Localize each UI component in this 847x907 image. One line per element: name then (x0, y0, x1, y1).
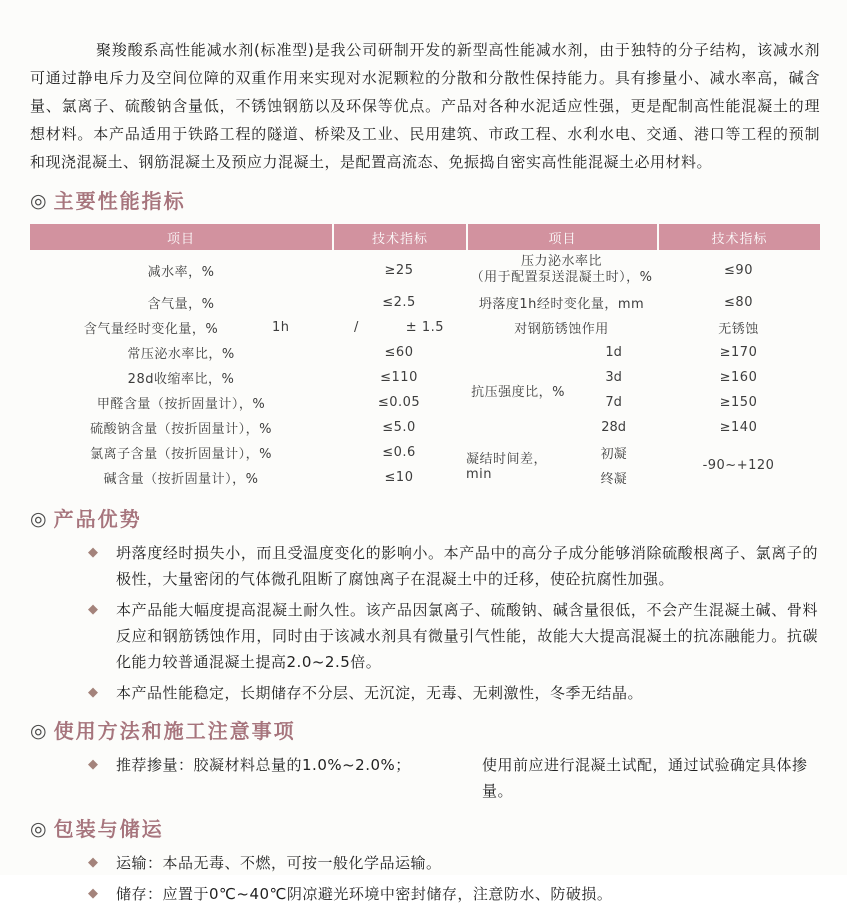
setting-time-value: -90~+120 (702, 457, 775, 473)
performance-title: 主要性能指标 (53, 189, 186, 213)
section-marker-icon: ◎ (30, 189, 47, 212)
list-item (30, 540, 820, 592)
table-row-label-with-sub (30, 315, 332, 340)
section-title-advantages (30, 506, 820, 532)
table-row-label: 28d收缩率比，% (127, 372, 235, 387)
setting-time-label: 凝结时间差，min (466, 452, 548, 482)
strength-age: 1d (605, 345, 622, 360)
table-row-value: ≤60 (384, 345, 414, 360)
table-row-label: 含气量，% (147, 297, 215, 312)
section-marker-icon: ◎ (30, 817, 47, 840)
intro-paragraph: 聚羧酸系高性能减水剂(标准型)是我公司研制开发的新型高性能减水剂，由于独特的分子结构，该减水剂可通过静电斥力及空间位障的双重作用来实现对水泥颗粒的分散和分散性保持能力。具有掺量小、减水率高，碱含量、氯离子、硫酸钠含量低，不锈蚀钢筋以及环保等优点。产品对各种水泥适应性强，更是配制高性能混凝土的理想材料。本产品适用于铁路工程的隧道、桥梁及工业、民用建筑、市政工程、水利水电、交通、港口等工程的预制和现浇混凝土、钢筋混凝土及预应力混凝土，是配置高流态、免振捣自密实高性能混凝土必用材料。 (30, 41, 820, 171)
table-row-value: ≤2.5 (382, 295, 416, 310)
strength-value: ≥140 (719, 420, 758, 435)
table-row-label: 含气量经时变化量，% (83, 322, 219, 337)
strength-value: ≥160 (719, 370, 758, 385)
setting-sub: 终凝 (600, 472, 627, 487)
table-row-label: 硫酸钠含量（按折固量计），% (90, 422, 272, 437)
label-line2: （用于配置泵送混凝土时），% (470, 270, 653, 285)
table-row-label: 减水率，% (147, 264, 215, 280)
list-item (30, 752, 820, 804)
list-item (30, 850, 820, 876)
table-header-item-right: 项目 (466, 224, 657, 250)
setting-subs (570, 440, 657, 490)
table-header-spec-left: 技术指标 (332, 224, 466, 250)
strength-value: ≥170 (719, 345, 758, 360)
slump-value: ≤80 (724, 295, 753, 310)
table-header-item-left: 项目 (30, 224, 332, 250)
table-row-sublabel: 1h (272, 320, 290, 335)
packaging-title: 包装与储运 (53, 817, 164, 841)
label-line1: 压力泌水率比 (520, 254, 602, 269)
usage-title: 使用方法和施工注意事项 (53, 719, 296, 743)
section-title-performance (30, 188, 820, 214)
table-row-value-with-slash (332, 315, 466, 340)
advantage-text: 本产品性能稳定，长期储存不分层、无沉淀，无毒、无刺激性，冬季无结晶。 (116, 684, 644, 702)
strength-ratio-group (466, 340, 657, 440)
strength-age: 3d (605, 370, 622, 385)
usage-list (30, 752, 820, 804)
list-item (30, 597, 820, 675)
table-row-value: ≤0.05 (377, 395, 421, 410)
diamond-bullet-icon: ◆ (88, 757, 98, 772)
strength-age: 28d (601, 420, 626, 435)
advantage-text: 坍落度经时损失小，而且受温度变化的影响小。本产品中的高分子成分能够消除硫酸根离子、氯离子的极性，大量密闭的气体微孔阻断了腐蚀离子在混凝土中的迁移，使砼抗腐性加强。 (116, 544, 818, 588)
table-row-value: ≤10 (384, 470, 414, 485)
rebar-value: 无锈蚀 (718, 322, 759, 337)
list-item (30, 680, 820, 706)
table-row-value: ± 1.5 (405, 320, 444, 335)
advantages-list (30, 540, 820, 706)
strength-ages (570, 340, 657, 440)
table-row-label: 氯离子含量（按折固量计），% (90, 447, 272, 462)
slash-separator: / (354, 320, 359, 335)
table-header-spec-right: 技术指标 (657, 224, 820, 250)
diamond-bullet-icon: ◆ (88, 685, 98, 700)
table-row-value: ≤0.6 (382, 445, 416, 460)
slump-label: 坍落度1h经时变化量，mm (478, 297, 645, 312)
setting-sub: 初凝 (600, 447, 627, 462)
table-row-label: 甲醛含量（按折固量计），% (96, 397, 266, 412)
diamond-bullet-icon: ◆ (88, 602, 98, 617)
section-title-usage (30, 718, 820, 744)
table-row-label: 碱含量（按折固量计），% (103, 472, 259, 487)
performance-table (30, 224, 820, 490)
diamond-bullet-icon: ◆ (88, 545, 98, 560)
strength-ratio-label: 抗压强度比，% (471, 384, 566, 400)
transport-text: 运输：本品无毒、不燃，可按一般化学品运输。 (116, 854, 442, 872)
dosage-recommendation: 推荐掺量：胶凝材料总量的1.0%~2.0%； (116, 756, 411, 774)
table-row-value: ≥25 (384, 262, 414, 278)
diamond-bullet-icon: ◆ (88, 855, 98, 870)
pressure-bleeding-label (466, 250, 657, 290)
storage-text: 储存：应置于0℃~40℃阴凉避光环境中密封储存，注意防水、防破损。 (116, 885, 613, 903)
dosage-note: 使用前应进行混凝土试配，通过试验确定具体掺量。 (482, 756, 808, 800)
table-row-value: ≤110 (380, 370, 418, 385)
pressure-bleeding-value: ≤90 (724, 262, 753, 278)
advantages-title: 产品优势 (53, 507, 142, 531)
rebar-label: 对钢筋锈蚀作用 (514, 322, 609, 337)
section-marker-icon: ◎ (30, 719, 47, 742)
strength-value: ≥150 (719, 395, 758, 410)
packaging-list (30, 850, 820, 907)
list-item (30, 881, 820, 907)
strength-age: 7d (605, 395, 622, 410)
section-marker-icon: ◎ (30, 507, 47, 530)
diamond-bullet-icon: ◆ (88, 886, 98, 901)
advantage-text: 本产品能大幅度提高混凝土耐久性。该产品因氯离子、硫酸钠、碱含量很低，不会产生混凝土碱、骨料反应和钢筋锈蚀作用，同时由于该减水剂具有微量引气性能，故能大大提高混凝土的抗冻融能力。抗碳化能力较普通混凝土提高2.0~2.5倍。 (116, 601, 818, 671)
table-row-value: ≤5.0 (382, 420, 416, 435)
section-title-packaging (30, 816, 820, 842)
table-row-label: 常压泌水率比，% (127, 347, 235, 362)
setting-time-group (466, 440, 657, 490)
